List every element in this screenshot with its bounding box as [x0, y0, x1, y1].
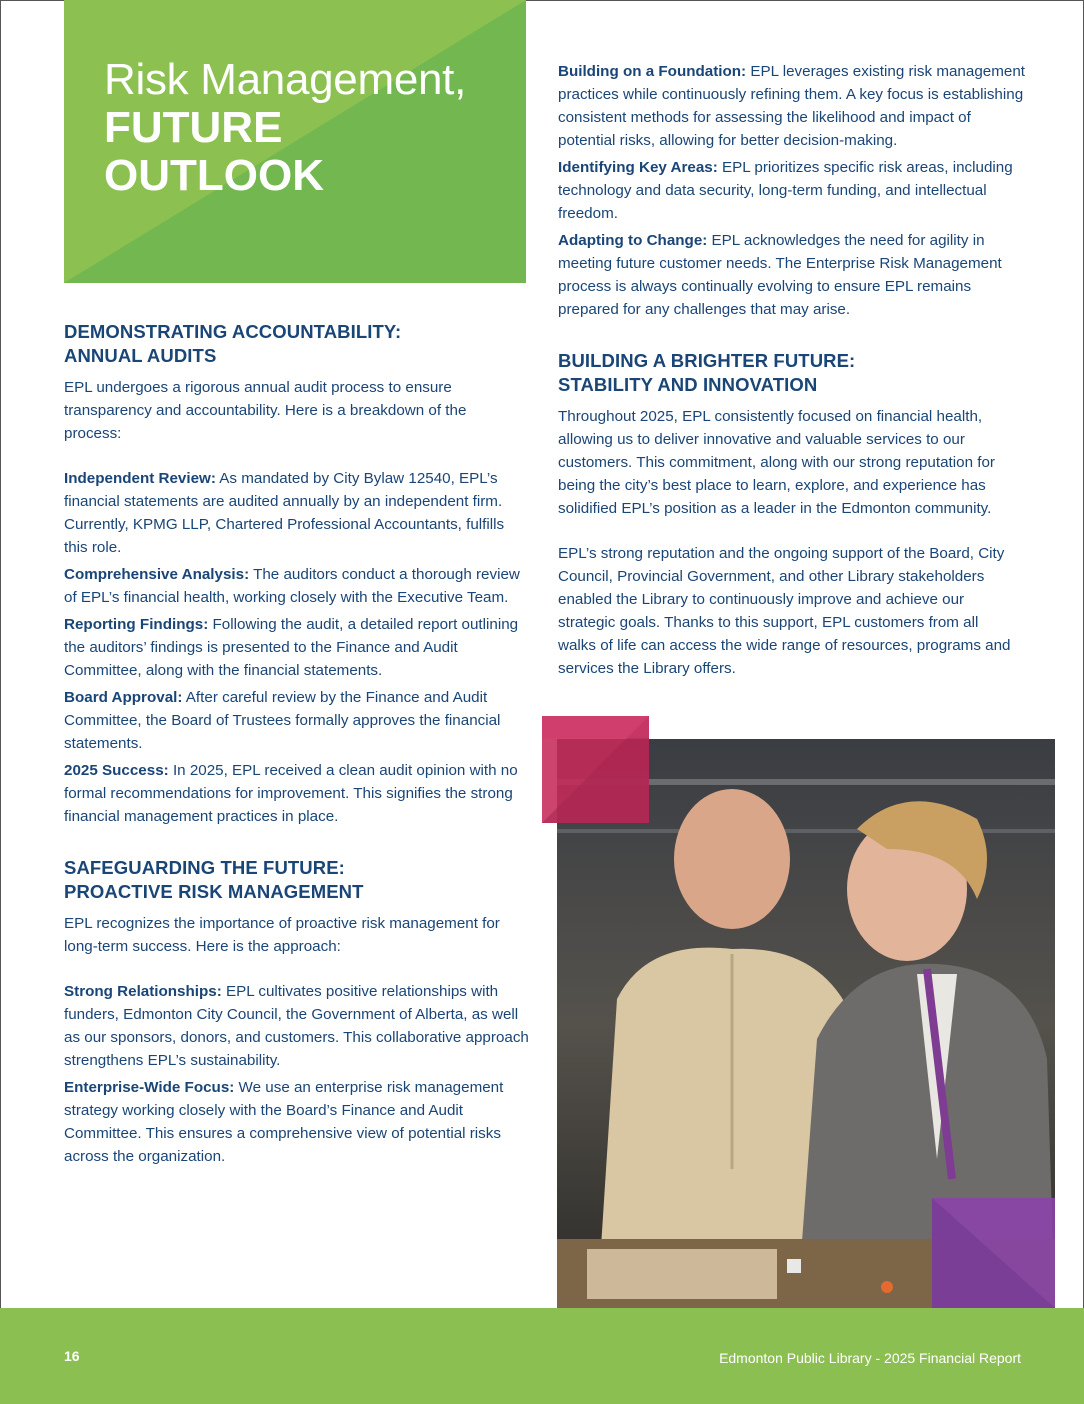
risk-item-text: EPL acknowledges the need for agility in meeting future customer needs. The Enterprise Risk Management process is always continually evolving to ensure EPL remains prepared for any challenges that may arise.: [558, 232, 1002, 318]
risk-item-label: Building on a Foundation:: [558, 63, 747, 80]
audit-item: [64, 563, 529, 609]
risk-heading-line1: SAFEGUARDING THE FUTURE:: [64, 857, 345, 878]
audit-item-label: Independent Review:: [64, 470, 216, 487]
audit-item: [64, 467, 529, 559]
page-footer: [0, 1308, 1084, 1404]
decorative-pink-square: [542, 716, 649, 823]
audit-item-text: Following the audit, a detailed report outlining the auditors’ findings is presented to the Finance and Audit Committee, along with the financial statements.: [64, 616, 519, 679]
risk-item-text: EPL cultivates positive relationships with funders, Edmonton City Council, the Government of Alberta, as well as our sponsors, donors, and customers. This collaborative approach strengthens EPL’s sustainability.: [64, 983, 529, 1069]
audit-item: [64, 613, 529, 682]
audit-heading: [64, 320, 529, 368]
title-banner: [64, 0, 526, 283]
audit-item: [64, 686, 529, 755]
page-title-line1: Risk Management,: [104, 55, 467, 104]
audit-item-label: Comprehensive Analysis:: [64, 566, 250, 583]
audit-intro: EPL undergoes a rigorous annual audit process to ensure transparency and accountability. Here is a breakdown of the process:: [64, 379, 467, 442]
future-heading-line1: BUILDING A BRIGHTER FUTURE:: [558, 350, 856, 371]
audit-item: [64, 759, 529, 828]
audit-item-label: Board Approval:: [64, 689, 183, 706]
future-paragraph: EPL’s strong reputation and the ongoing support of the Board, City Council, Provincial Government, and other Library stakeholders enabled the Library to continuously improve and achieve our strategic goals. Thanks to this support, EPL customers from all walks of life can access the wide range of resources, programs and services the Library offers.: [558, 545, 1011, 677]
decorative-purple-square: [932, 1198, 1055, 1308]
risk-heading-line2: PROACTIVE RISK MANAGEMENT: [64, 881, 364, 902]
risk-item-text: EPL prioritizes specific risk areas, including technology and data security, long-term funding, and intellectual freedom.: [558, 159, 1013, 222]
risk-item: [558, 156, 1028, 225]
report-title: Edmonton Public Library - 2025 Financial Report: [719, 1350, 1021, 1366]
future-paragraph: Throughout 2025, EPL consistently focused on financial health, allowing us to deliver innovative and valuable services to our customers. This commitment, along with our strong reputation for being the city’s best place to learn, explore, and experience has solidified EPL’s position as a leader in the Edmonton community.: [558, 408, 995, 517]
risk-item-label: Identifying Key Areas:: [558, 159, 718, 176]
risk-intro: EPL recognizes the importance of proactive risk management for long-term success. Here is the approach:: [64, 915, 500, 955]
future-heading-line2: STABILITY AND INNOVATION: [558, 374, 818, 395]
risk-item: [558, 229, 1028, 321]
risk-item: [558, 60, 1028, 152]
risk-item-label: Adapting to Change:: [558, 232, 708, 249]
future-heading: [558, 349, 1028, 397]
risk-item-label: Enterprise-Wide Focus:: [64, 1079, 235, 1096]
audit-item-text: As mandated by City Bylaw 12540, EPL’s financial statements are audited annually by an independent firm. Currently, KPMG LLP, Chartered Professional Accountants, fulfills this role.: [64, 470, 505, 556]
audit-item-text: In 2025, EPL received a clean audit opinion with no formal recommendations for improvement. This signifies the strong financial management practices in place.: [64, 762, 518, 825]
risk-item: [64, 980, 529, 1072]
left-column: [64, 320, 529, 1168]
page-title-line2: FUTURE OUTLOOK: [104, 103, 324, 200]
audit-item-text: The auditors conduct a thorough review of EPL’s financial health, working closely with the Executive Team.: [64, 566, 520, 606]
audit-heading-line2: ANNUAL AUDITS: [64, 345, 217, 366]
audit-heading-line1: DEMONSTRATING ACCOUNTABILITY:: [64, 321, 402, 342]
risk-item: [64, 1076, 529, 1168]
risk-item-text: We use an enterprise risk management strategy working closely with the Board’s Finance and Audit Committee. This ensures a comprehensive view of potential risks across the organization.: [64, 1079, 504, 1165]
page-number: 16: [64, 1348, 80, 1364]
right-column: [558, 60, 1028, 680]
risk-heading: [64, 856, 529, 904]
audit-item-label: 2025 Success:: [64, 762, 169, 779]
audit-item-label: Reporting Findings:: [64, 616, 209, 633]
risk-item-label: Strong Relationships:: [64, 983, 222, 1000]
risk-item-text: EPL leverages existing risk management practices while continuously refining them. A key focus is establishing consistent methods for assessing the likelihood and impact of potential risks, allowing for better decision-making.: [558, 63, 1025, 149]
audit-item-text: After careful review by the Finance and Audit Committee, the Board of Trustees formally approves the financial statements.: [64, 689, 501, 752]
